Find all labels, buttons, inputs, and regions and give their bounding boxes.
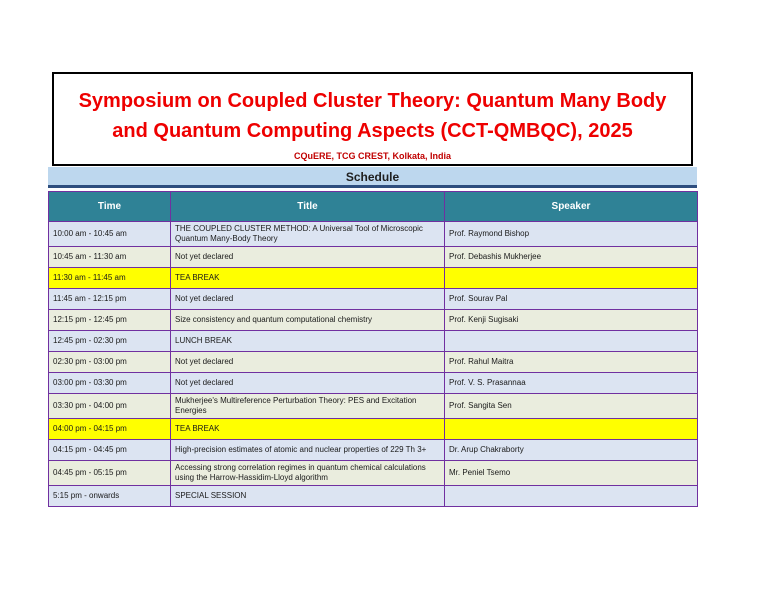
time-cell: 02:30 pm - 03:00 pm	[49, 352, 171, 373]
table-row	[49, 440, 698, 461]
time-cell: 12:45 pm - 02:30 pm	[49, 331, 171, 352]
speaker-cell: Prof. Rahul Maitra	[445, 352, 698, 373]
time-cell: 03:00 pm - 03:30 pm	[49, 373, 171, 394]
title-cell: Not yet declared	[171, 289, 445, 310]
table-row	[49, 247, 698, 268]
schedule-table-body	[49, 222, 698, 507]
time-cell: 04:45 pm - 05:15 pm	[49, 461, 171, 486]
table-row	[49, 331, 698, 352]
table-header-row	[49, 192, 698, 222]
speaker-cell: Prof. Raymond Bishop	[445, 222, 698, 247]
table-row	[49, 289, 698, 310]
time-cell: 11:30 am - 11:45 am	[49, 268, 171, 289]
table-row	[49, 461, 698, 486]
column-header-time: Time	[49, 192, 171, 222]
speaker-cell	[445, 419, 698, 440]
speaker-cell	[445, 331, 698, 352]
speaker-cell: Prof. Sourav Pal	[445, 289, 698, 310]
title-cell: Accessing strong correlation regimes in quantum chemical calculations using the Harrow-Hassidim-Lloyd algorithm	[171, 461, 445, 486]
speaker-cell: Prof. Kenji Sugisaki	[445, 310, 698, 331]
venue-line: CQuERE, TCG CREST, Kolkata, India	[293, 151, 452, 161]
time-cell: 03:30 pm - 04:00 pm	[49, 394, 171, 419]
time-cell: 5:15 pm - onwards	[49, 486, 171, 507]
time-cell: 10:45 am - 11:30 am	[49, 247, 171, 268]
title-cell: Not yet declared	[171, 352, 445, 373]
title-cell: THE COUPLED CLUSTER METHOD: A Universal Tool of Microscopic Quantum Many-Body Theory	[171, 222, 445, 247]
speaker-cell: Prof. V. S. Prasannaa	[445, 373, 698, 394]
title-cell: LUNCH BREAK	[171, 331, 445, 352]
title-cell: Not yet declared	[171, 247, 445, 268]
speaker-cell: Mr. Peniel Tsemo	[445, 461, 698, 486]
speaker-cell: Prof. Debashis Mukherjee	[445, 247, 698, 268]
title-box	[52, 72, 693, 166]
column-header-title: Title	[171, 192, 445, 222]
table-row	[49, 222, 698, 247]
title-cell: Not yet declared	[171, 373, 445, 394]
table-row	[49, 486, 698, 507]
table-row	[49, 310, 698, 331]
title-cell: Size consistency and quantum computational chemistry	[171, 310, 445, 331]
title-cell: TEA BREAK	[171, 268, 445, 289]
speaker-cell	[445, 268, 698, 289]
time-cell: 10:00 am - 10:45 am	[49, 222, 171, 247]
speaker-cell: Dr. Arup Chakraborty	[445, 440, 698, 461]
schedule-section-header: Schedule	[48, 167, 697, 188]
title-cell: SPECIAL SESSION	[171, 486, 445, 507]
title-cell: High-precision estimates of atomic and nuclear properties of 229 Th 3+	[171, 440, 445, 461]
time-cell: 04:15 pm - 04:45 pm	[49, 440, 171, 461]
title-cell: Mukherjee's Multireference Perturbation Theory: PES and Excitation Energies	[171, 394, 445, 419]
table-row	[49, 373, 698, 394]
time-cell: 12:15 pm - 12:45 pm	[49, 310, 171, 331]
column-header-speaker: Speaker	[445, 192, 698, 222]
time-cell: 11:45 am - 12:15 pm	[49, 289, 171, 310]
table-row	[49, 419, 698, 440]
symposium-title: Symposium on Coupled Cluster Theory: Quantum Many Body and Quantum Computing Aspects (CCT-QMBQC), 2025	[78, 90, 667, 142]
time-cell: 04:00 pm - 04:15 pm	[49, 419, 171, 440]
schedule-table	[48, 191, 698, 507]
table-row	[49, 352, 698, 373]
speaker-cell	[445, 486, 698, 507]
title-cell: TEA BREAK	[171, 419, 445, 440]
table-row	[49, 268, 698, 289]
table-row	[49, 394, 698, 419]
speaker-cell: Prof. Sangita Sen	[445, 394, 698, 419]
